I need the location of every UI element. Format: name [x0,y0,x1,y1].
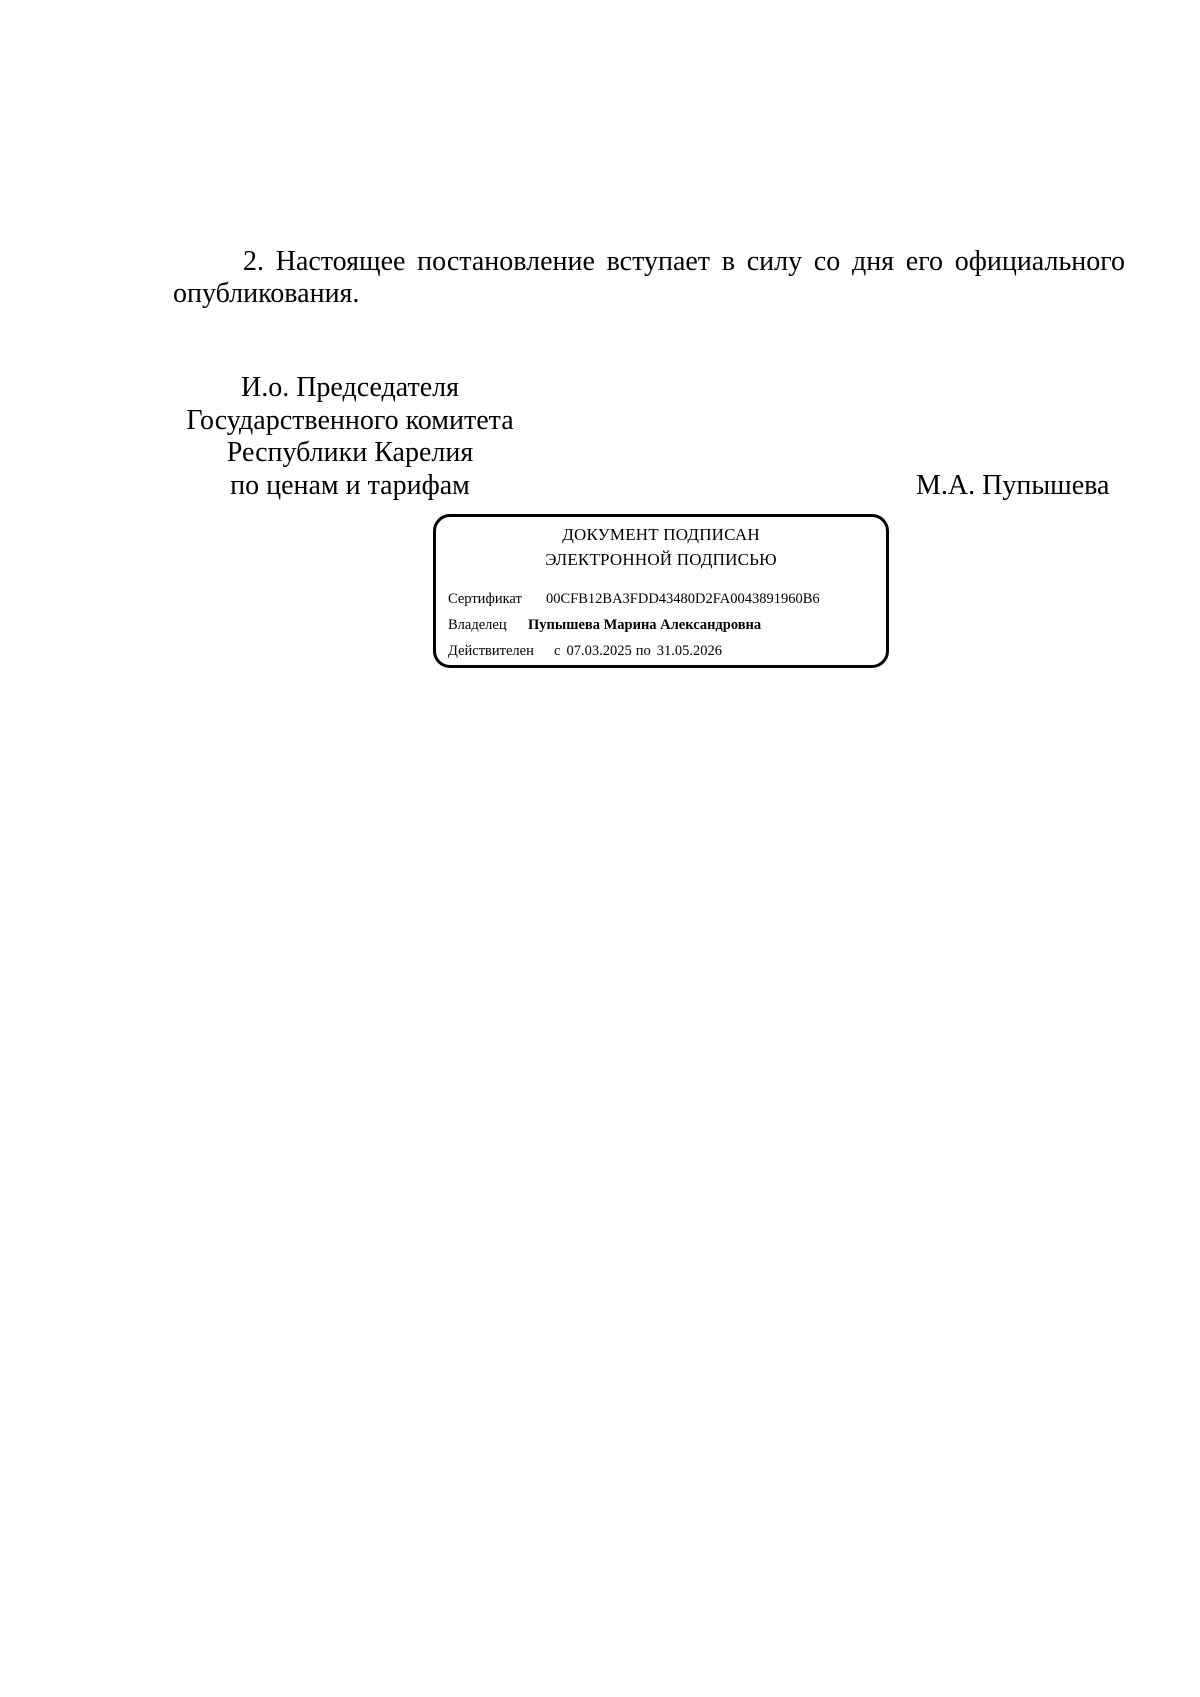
owner-label: Владелец [448,617,507,633]
signer-name: М.А. Пупышева [916,470,1110,501]
certificate-value: 00CFB12BA3FDD43480D2FA0043891960B6 [546,591,820,607]
stamp-title-line: ЭЛЕКТРОННОЙ ПОДПИСЬЮ [545,550,777,569]
valid-to-word: по [635,643,651,659]
stamp-validity-row [448,642,722,660]
paragraph-effective-date: 2. Настоящее постановление вступает в силу со дня его официального опубликования. [173,246,1125,309]
validity-label: Действителен [448,643,534,659]
valid-from-date: 07.03.2025 [566,643,632,659]
valid-to-date: 31.05.2026 [656,643,722,659]
electronic-signature-stamp [433,514,889,668]
signatory-line: И.о. Председателя [240,372,460,403]
signatory-block [160,372,540,502]
stamp-certificate-row [448,590,820,608]
owner-value: Пупышева Марина Александровна [528,617,762,633]
stamp-title-line: ДОКУМЕНТ ПОДПИСАН [562,525,760,544]
stamp-owner-row [448,616,761,634]
valid-from-word: с [554,643,561,659]
signatory-line: Государственного комитета [186,404,514,436]
certificate-label: Сертификат [448,591,522,607]
signatory-line: по ценам и тарифам [230,469,470,501]
signatory-line: Республики Карелия [226,437,474,468]
